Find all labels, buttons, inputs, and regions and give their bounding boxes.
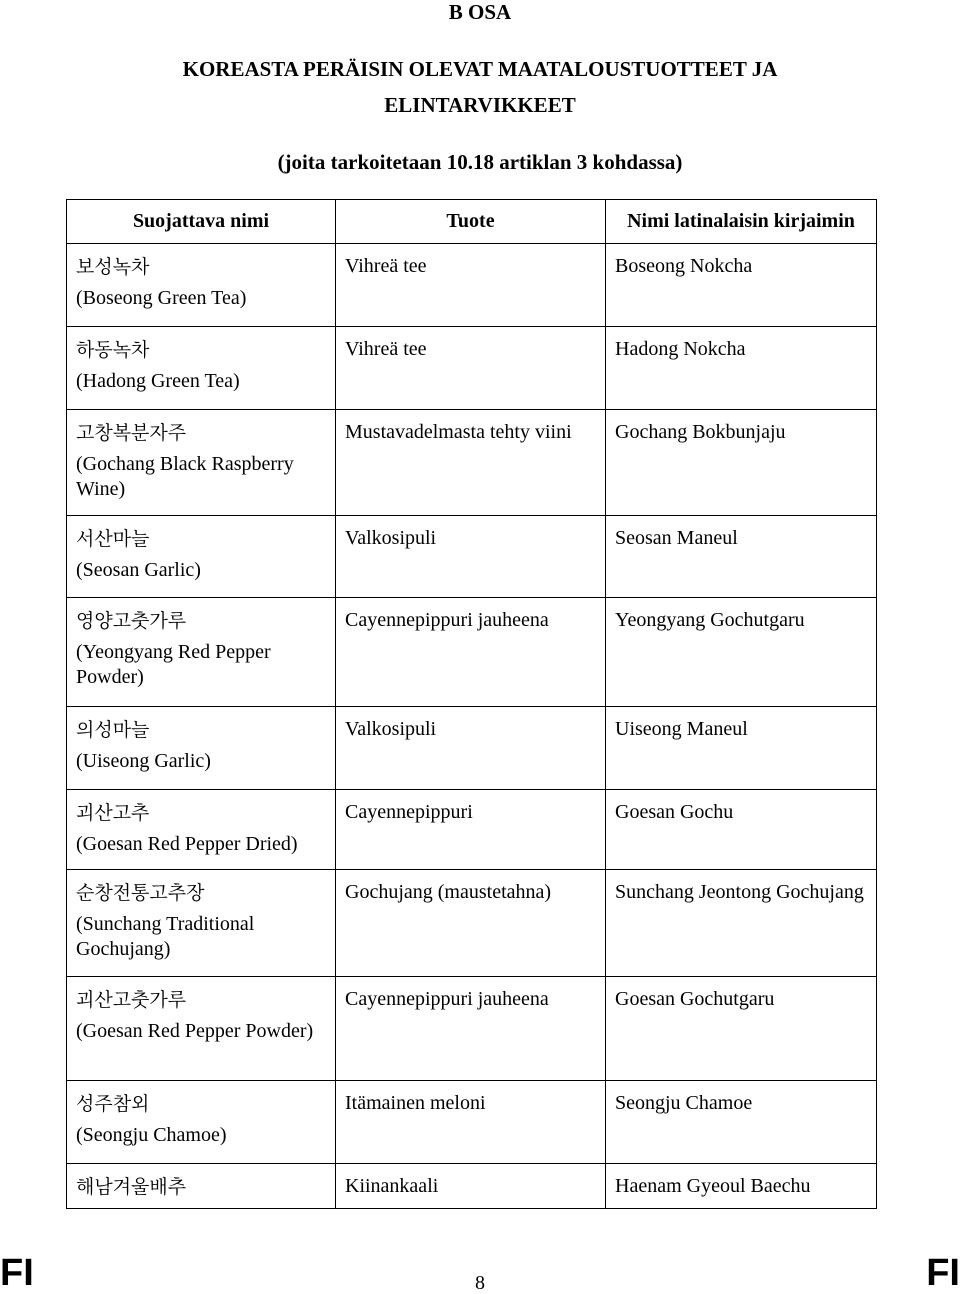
korean-name: 고창복분자주 [76,422,187,444]
column-header-protected-name: Suojattava nimi [67,200,336,244]
korean-name: 의성마늘 [76,719,150,741]
korean-name: 서산마늘 [76,528,150,550]
table-row [67,790,877,870]
english-name: (Goesan Red Pepper Powder) [76,1020,314,1042]
product-cell: Vihreä tee [336,327,606,410]
korean-name: 영양고춧가루 [76,610,187,632]
table-row [67,870,877,977]
protected-name-cell [67,790,336,870]
protected-name-cell [67,1081,336,1164]
protected-name-cell [67,598,336,707]
table-row [67,707,877,790]
korean-name: 해남겨울배추 [76,1176,187,1198]
latin-name-cell: Uiseong Maneul [606,707,877,790]
latin-name-cell: Boseong Nokcha [606,244,877,327]
protected-name-cell [67,977,336,1081]
footer-language-code-right: FI [926,1252,960,1294]
latin-name-cell: Sunchang Jeontong Gochujang [606,870,877,977]
latin-name-cell: Yeongyang Gochutgaru [606,598,877,707]
korean-name: 순창전통고추장 [76,882,205,904]
protected-name-cell [67,1164,336,1209]
column-header-latin-name: Nimi latinalaisin kirjaimin [606,200,877,244]
table-row [67,327,877,410]
table-row [67,1081,877,1164]
protected-name-cell [67,870,336,977]
table-row [67,977,877,1081]
table-row [67,410,877,516]
product-cell: Valkosipuli [336,516,606,598]
footer-language-code-left: FI [0,1252,34,1294]
latin-name-cell: Gochang Bokbunjaju [606,410,877,516]
product-cell: Gochujang (maustetahna) [336,870,606,977]
korean-name: 보성녹차 [76,256,150,278]
table-row [67,516,877,598]
column-header-product: Tuote [336,200,606,244]
english-name: (Seosan Garlic) [76,559,201,581]
english-name: (Hadong Green Tea) [76,370,240,392]
latin-name-cell: Hadong Nokcha [606,327,877,410]
latin-name-cell: Haenam Gyeoul Baechu [606,1164,877,1209]
latin-name-cell: Goesan Gochu [606,790,877,870]
english-name: (Uiseong Garlic) [76,750,211,772]
protected-name-cell [67,327,336,410]
document-subtitle: (joita tarkoitetaan 10.18 artiklan 3 kohdassa) [277,150,683,174]
product-cell: Vihreä tee [336,244,606,327]
table-body [67,244,877,1209]
latin-name-cell: Seosan Maneul [606,516,877,598]
korean-name: 괴산고추 [76,802,150,824]
product-cell: Cayennepippuri jauheena [336,598,606,707]
protected-names-table [66,199,877,1209]
page-number: 8 [475,1272,485,1294]
table-row [67,598,877,707]
english-name: (Sunchang Traditional Gochujang) [76,913,255,960]
english-name: (Goesan Red Pepper Dried) [76,833,298,855]
korean-name: 괴산고춧가루 [76,989,187,1011]
korean-name: 성주참외 [76,1093,150,1115]
english-name: (Gochang Black Raspberry Wine) [76,453,294,500]
product-cell: Kiinankaali [336,1164,606,1209]
latin-name-cell: Seongju Chamoe [606,1081,877,1164]
table-row [67,244,877,327]
latin-name-cell: Goesan Gochutgaru [606,977,877,1081]
product-cell: Cayennepippuri jauheena [336,977,606,1081]
product-cell: Itämainen meloni [336,1081,606,1164]
document-title-line-1: KOREASTA PERÄISIN OLEVAT MAATALOUSTUOTTEET JA [182,57,778,81]
protected-name-cell [67,707,336,790]
product-cell: Cayennepippuri [336,790,606,870]
english-name: (Boseong Green Tea) [76,287,247,309]
protected-name-cell [67,410,336,516]
english-name: (Seongju Chamoe) [76,1124,227,1146]
product-cell: Mustavadelmasta tehty viini [336,410,606,516]
table-row [67,1164,877,1209]
table-header-row [67,200,877,244]
protected-name-cell [67,244,336,327]
korean-name: 하동녹차 [76,339,150,361]
document-title-line-2: ELINTARVIKKEET [384,93,576,117]
product-cell: Valkosipuli [336,707,606,790]
english-name: (Yeongyang Red Pepper Powder) [76,641,271,688]
section-heading: B OSA [448,0,512,24]
protected-name-cell [67,516,336,598]
